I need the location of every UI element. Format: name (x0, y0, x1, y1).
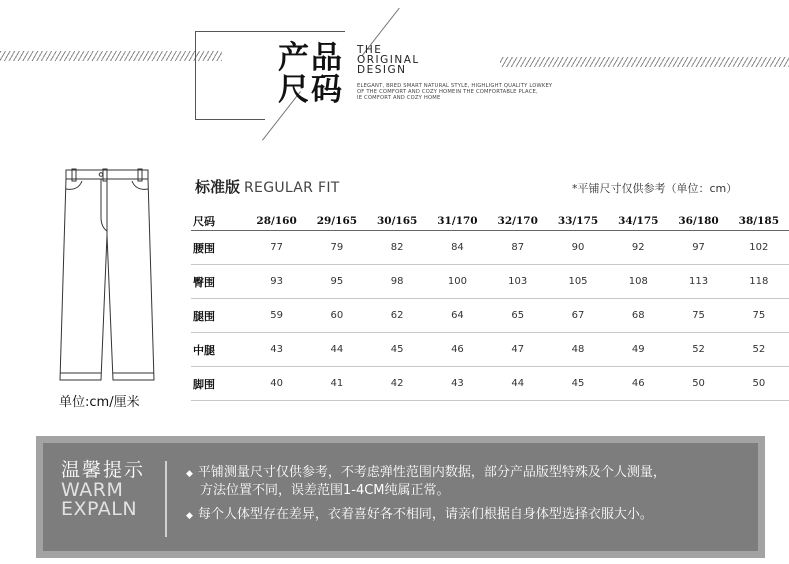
header-frame-bottom (195, 119, 265, 120)
table-cell: 92 (608, 231, 668, 265)
table-cell: 48 (548, 333, 608, 367)
bullet-icon: ◆ (186, 469, 193, 479)
size-col-header: 32/170 (488, 212, 548, 231)
bullet-icon: ◆ (186, 511, 193, 521)
table-cell: 59 (246, 299, 306, 333)
table-cell: 40 (246, 367, 306, 401)
tips-title-en-2: EXPALN (61, 498, 138, 520)
table-cell: 43 (427, 367, 487, 401)
table-cell: 45 (548, 367, 608, 401)
table-row-thigh (191, 299, 789, 333)
table-cell: 68 (608, 299, 668, 333)
row-label: 腰围 (191, 231, 246, 265)
table-cell: 102 (729, 231, 789, 265)
table-cell: 67 (548, 299, 608, 333)
tips-text-2: 方法位置不同，误差范围1-4CM纯属正常。 (200, 483, 450, 498)
size-col-header: 33/175 (548, 212, 608, 231)
table-cell: 113 (668, 265, 728, 299)
table-cell: 90 (548, 231, 608, 265)
table-cell: 95 (307, 265, 367, 299)
section-title-cn: 标准版 (195, 178, 241, 196)
subtitle-line2: ORIGINAL (357, 54, 420, 66)
size-col-header: 34/175 (608, 212, 668, 231)
subtitle-line3: DESIGN (357, 64, 407, 76)
size-col-header: 29/165 (307, 212, 367, 231)
header-frame-left (195, 31, 196, 119)
tagline-1: ELEGANT, BRED SMART NATURAL STYLE, HIGHLIGHT QUALITY LOWKEY (357, 83, 553, 89)
table-cell: 79 (307, 231, 367, 265)
table-row-hem (191, 367, 789, 401)
page-title-line1: 产品 (278, 40, 344, 76)
table-cell: 108 (608, 265, 668, 299)
table-cell: 64 (427, 299, 487, 333)
table-cell: 50 (668, 367, 728, 401)
table-cell: 50 (729, 367, 789, 401)
size-col-header: 31/170 (427, 212, 487, 231)
table-row-waist (191, 231, 789, 265)
table-cell: 52 (729, 333, 789, 367)
header-hatch-right (500, 57, 789, 67)
table-cell: 52 (668, 333, 728, 367)
table-cell: 43 (246, 333, 306, 367)
table-cell: 41 (307, 367, 367, 401)
tips-line-2 (200, 479, 450, 498)
section-title-en: REGULAR FIT (244, 180, 340, 196)
row-label: 中腿 (191, 333, 246, 367)
header-hatch-left (0, 51, 222, 61)
tips-line-1 (186, 461, 666, 480)
unit-label: 单位:cm/厘米 (59, 395, 140, 410)
pants-illustration (56, 165, 158, 387)
table-cell: 60 (307, 299, 367, 333)
tagline-3: IE COMFORT AND COZY HOME (357, 95, 441, 101)
table-cell: 77 (246, 231, 306, 265)
table-cell: 42 (367, 367, 427, 401)
table-cell: 44 (307, 333, 367, 367)
tagline-2: OF THE COMFORT AND COZY HOMEIN THE COMFORTABLE PLACE, (357, 89, 538, 95)
header-frame-top (195, 31, 345, 32)
tips-line-3 (186, 503, 653, 522)
subtitle-line1: THE (357, 44, 383, 56)
tips-title-cn: 温馨提示 (61, 459, 146, 481)
table-cell: 105 (548, 265, 608, 299)
table-cell: 98 (367, 265, 427, 299)
table-cell: 100 (427, 265, 487, 299)
table-cell: 75 (729, 299, 789, 333)
row-label: 脚围 (191, 367, 246, 401)
tips-text-3: 每个人体型存在差异，衣着喜好各不相同，请亲们根据自身体型选择衣服大小。 (197, 507, 653, 522)
table-cell: 65 (488, 299, 548, 333)
section-title (195, 176, 340, 197)
tips-text-1: 平铺测量尺寸仅供参考，不考虑弹性范围内数据，部分产品版型特殊及个人测量， (197, 465, 666, 480)
table-cell: 46 (608, 367, 668, 401)
size-table (191, 212, 789, 401)
size-header-row (191, 212, 789, 231)
size-header-label: 尺码 (191, 212, 246, 231)
tips-title-en-1: WARM (61, 479, 124, 501)
row-label: 臀围 (191, 265, 246, 299)
table-cell: 49 (608, 333, 668, 367)
table-cell: 75 (668, 299, 728, 333)
table-cell: 84 (427, 231, 487, 265)
size-col-header: 38/185 (729, 212, 789, 231)
table-cell: 62 (367, 299, 427, 333)
table-row-knee (191, 333, 789, 367)
table-cell: 45 (367, 333, 427, 367)
size-col-header: 36/180 (668, 212, 728, 231)
measurement-note: *平铺尺寸仅供参考（单位：cm） (572, 182, 738, 195)
page-title-line2: 尺码 (278, 72, 344, 108)
size-col-header: 30/165 (367, 212, 427, 231)
tips-divider (165, 461, 167, 537)
table-cell: 118 (729, 265, 789, 299)
size-col-header: 28/160 (246, 212, 306, 231)
table-cell: 97 (668, 231, 728, 265)
row-label: 腿围 (191, 299, 246, 333)
table-cell: 103 (488, 265, 548, 299)
table-cell: 44 (488, 367, 548, 401)
table-row-hip (191, 265, 789, 299)
table-cell: 93 (246, 265, 306, 299)
table-cell: 47 (488, 333, 548, 367)
table-cell: 46 (427, 333, 487, 367)
table-cell: 82 (367, 231, 427, 265)
table-cell: 87 (488, 231, 548, 265)
